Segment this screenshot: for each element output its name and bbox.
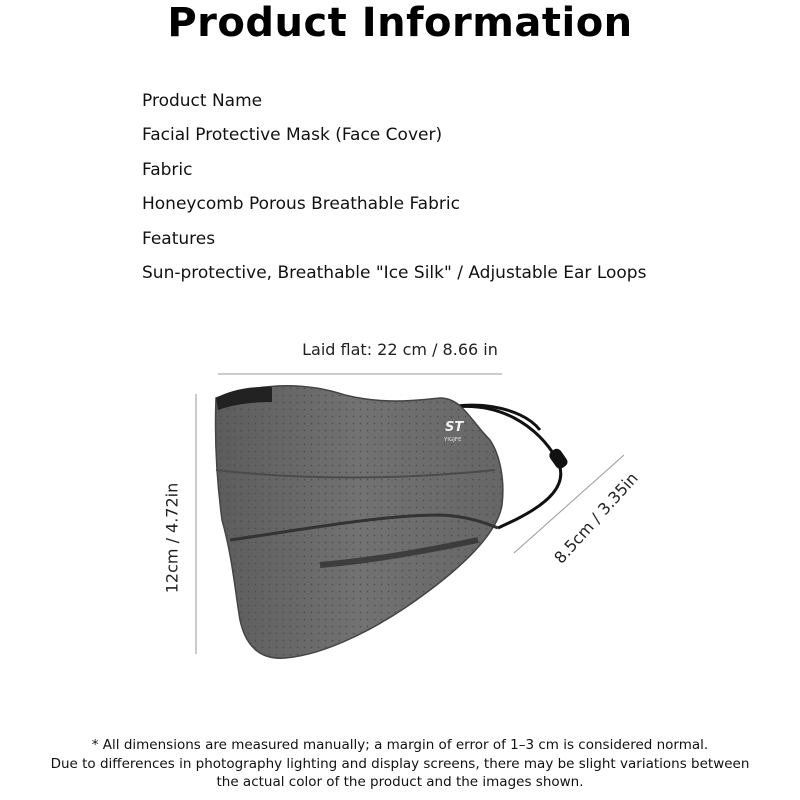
disclaimer-line: the actual color of the product and the images shown. [216,774,584,790]
brand-logo-subtext: YIGJFE [444,437,462,443]
page-title: Product Information [167,0,633,46]
info-label-fabric: Fabric [142,159,193,180]
info-label-product-name: Product Name [142,91,263,111]
disclaimer-notes [0,736,800,792]
info-value-fabric: Honeycomb Porous Breathable Fabric [142,194,460,215]
info-label-features: Features [142,228,216,249]
info-value-product-name: Facial Protective Mask (Face Cover) [142,125,443,146]
brand-logo: ST [445,420,464,435]
disclaimer-line: Due to differences in photography lighting and display screens, there may be slight variations between [50,755,750,772]
height-dimension-label: 12cm / 4.72in [162,482,182,594]
width-dimension-label: Laid flat: 22 cm / 8.66 in [302,340,498,359]
info-value-features: Sun-protective, Breathable "Ice Silk" / Adjustable Ear Loops [142,263,647,284]
disclaimer-line: * All dimensions are measured manually; a margin of error of 1–3 cm is considered normal. [91,737,709,753]
strap-dimension-label: 8.5cm / 3.35in [550,468,642,568]
